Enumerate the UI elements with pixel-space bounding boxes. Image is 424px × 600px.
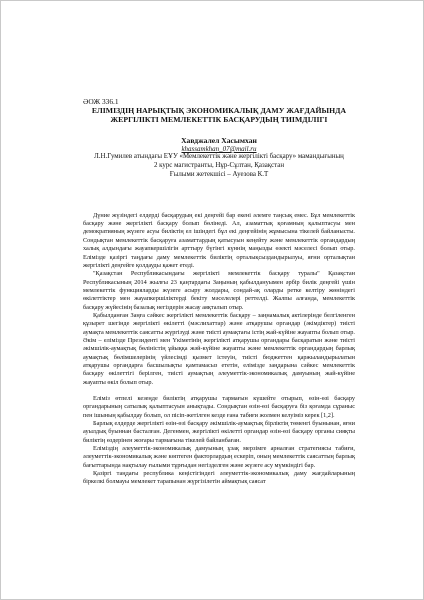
article-title <box>83 106 355 125</box>
affiliation-line-1: Л.Н.Гумилев атындағы ЕҰУ «Мемлекеттік және жергілікті басқару» мамандығының <box>94 153 344 161</box>
affiliation-line-2: 2 курс магистранты, Нұр-Сұлтан, Қазақстан <box>153 162 285 170</box>
title-line-1: ЕЛІМІЗДІҢ НАРЫҚТЫҚ ЭКОНОМИКАЛЫҚ ДАМУ ЖАҒДАЙЫНДА <box>91 106 347 115</box>
author-affiliation <box>83 153 355 179</box>
paragraph-7: Қазіргі таңдағы республика кеңістігіндегі әлеуметтік-экономикалық даму жағдайларының біркелкі болмауы мемлекет тарапынан жүргізілетін аймақтық саясат <box>83 470 355 486</box>
article-body <box>83 212 355 487</box>
paragraph-2: "Қазақстан Республикасындағы жергілікті мемлекеттік басқару туралы" Қазақстан Республикасының 2014 жылғы 23 қаңтардағы Заңының қабылдануымен әрбір билік деңгейі үшін мемлекеттік функцияларды жүзеге асыру жолдары, сондай-ақ оларды ретке келтіру жөніндегі өкілеттіктер мен жауапкершіліктерді бекіту мәселелері реттелді. Жалпы алғанда, мемлекеттік басқару жүйесінің базалық негіздерін жасау аяқталып отыр. <box>83 270 355 311</box>
title-line-2: ЖЕРГІЛІКТІ МЕМЛЕКЕТТІК БАСҚАРУДЫҢ ТИІМДІЛІГІ <box>110 115 328 125</box>
paragraph-5: Барлық елдерде жергілікті өзін-өзі басқару әкімшілік-аумақтық бірліктің төменгі буынынан, яғни ауылдық буыннан басталған. Дегенмен, жергілікті өкілетті органдар өзін-өзі басқару органы сияқты биліктің өздерінен жоғары тармағына тікелей байланбаған. <box>83 420 355 444</box>
author-email[interactable]: khassamkhan_07@mail.ru <box>181 144 257 153</box>
document-content <box>83 97 355 487</box>
affiliation-line-3: Ғылыми жетекшісі – Ауезова К.Т <box>169 171 269 178</box>
author-name: Хавджалел Хасымхан <box>181 135 257 145</box>
paragraph-3: Қабылданған Заңға сәйкес жергілікті мемлекеттік басқару – заңнамалық актілерінде белгіленген құзырет шегінде жергілікті өкілетті (мәслихаттар) және атқарушы органдар (әкімдіктер) тиісті аумақта мемлекеттік саясатты жүргізуді және тиісті аумақтағы істің жай-күйіне жауапты болып отыр. Әкім – елімізде Президенті мен Үкіметінің жергілікті атқарушы органдары басқаратын және тиісті әкімшілік-аумақтық бөліністің ұйыққа жәй-күйіне жауапты және мемлекеттік органдардың барлық аумақтық бөлімшелерінің үйлесімді қызмет істеуін, тиісті бюджеттен қаржыландырылатын атқарушы органдарға басшылықты қамтамасыз ететін, елімізде заңдарына сәйкес мемлекеттік басқару өкілеттігі берілген, тиісті аумақтың әлеуметтік-экономикалық дамуының жай-күйіне жауапты өкіл болып отыр. <box>83 311 355 386</box>
paragraph-4: Еліміз өтпелі кезеңде биліктің атқарушы тармағын күшейте отырып, өзін-өзі басқару органдарының сатылық қалыптасуын анықтады. Сондықтан өзін-өзі басқаруға біз қоғамда сұраныс пен ішының қабылдау болып, ол пісіп-жетілген кезде ғана табиғи жолмен келуіміз керек [1,2]. <box>83 395 355 419</box>
paragraph-1: Дүние жүзіндегі елдерді басқарудың екі деңгейі бар екені әлемге таңсық емес. Бұл мемлекеттік басқару және жергілікті басқару болып бөлінеді. Ал, азаматтық қоғамның қалыптасуы мен демократияның жүзеге асуы биліктің ел ішіндегі бұл екі деңгейінің жұмысына тікелей байланысты. Сондықтан мемлекеттік басқаруға азаматтардың қатысуын кеңейту және мемлекеттік органдардың халық алдындағы жауапкершілігін арттыру бүгінгі күннің маңызды өзекті мәселесі болып отыр. Елімізде қазіргі таңдағы даму мемлекеттік биліктің орталықсыздандырылуы, яғни орталықтан жергілікті деңгейге қолдауды қажет етеді. <box>83 211 355 269</box>
paragraph-6: Еліміздің әлеуметтік-экономикалық дамуының ұзақ мерзімге арналған стратегиясы табиғи, әлеуметтік-экономикалық және көптеген факторлардың ескеріп, оның мемлекеттік саясаттың барлық бағыттарында нақтылау ғылыми тұрғыдан негізделген және жүзеге асу мүмкіндігі бар. <box>83 445 355 469</box>
udc-code: ӘОЖ 336.1 <box>83 97 119 106</box>
